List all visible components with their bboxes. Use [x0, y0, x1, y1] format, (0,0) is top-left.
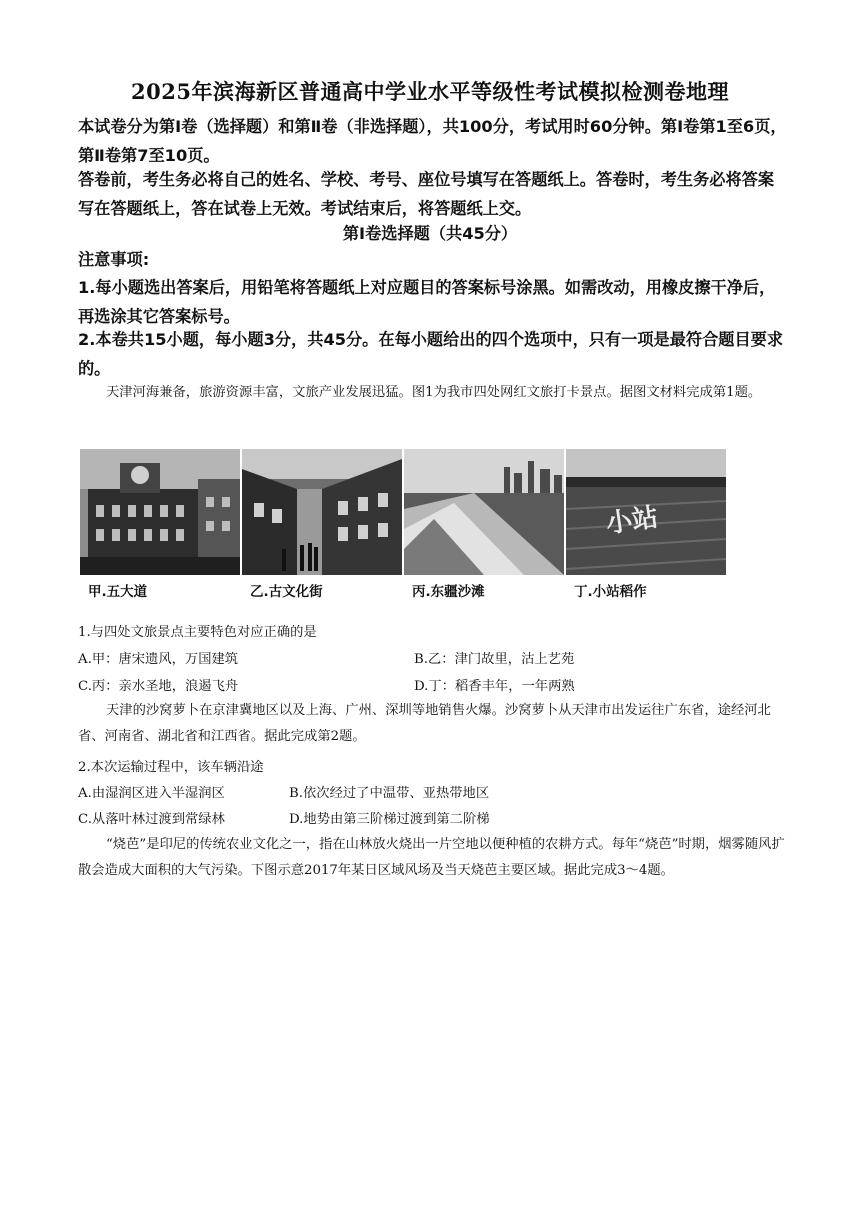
rice-field-sign-text: 小站 [604, 502, 660, 540]
question-1-option-c: C.丙：亲水圣地，浪遏飞舟 [78, 679, 239, 694]
question-2-option-d: D.地势由第三阶梯过渡到第二阶梯 [289, 812, 490, 827]
question-2-option-b: B.依次经过了中温带、亚热带地区 [289, 786, 490, 801]
section-title: 第Ⅰ卷选择题（共45分） [342, 224, 518, 243]
notes-heading: 注意事项: [78, 250, 150, 269]
figure-1 [78, 449, 726, 605]
question-1-stem: 1.与四处文旅景点主要特色对应正确的是 [78, 625, 317, 640]
photo-guwenhuajie [242, 449, 402, 575]
caption-dongjiang-beach: 丙.东疆沙滩 [412, 584, 485, 600]
question-1-option-d: D.丁：稻香丰年，一年两熟 [414, 679, 575, 694]
caption-xiaozhan-rice: 丁.小站稻作 [574, 584, 647, 600]
exam-title: 2025年滨海新区普通高中学业水平等级性考试模拟检测卷地理 [131, 79, 729, 104]
photo-xiaozhan-rice [566, 449, 726, 575]
note-2: 2.本卷共15小题，每小题3分，共45分。在每小题给出的四个选项中，只有一项是最符合题目要求的。 [78, 330, 784, 378]
intro-paragraph-2: 答卷前，考生务必将自己的姓名、学校、考号、座位号填写在答题纸上。答卷时，考生务必将答案写在答题纸上，答在试卷上无效。考试结束后，将答题纸上交。 [78, 170, 775, 218]
question-2-option-c: C.从落叶林过渡到常绿林 [78, 812, 225, 827]
note-1: 1.每小题选出答案后，用铅笔将答题纸上对应题目的答案标号涂黑。如需改动，用橡皮擦干净后，再选涂其它答案标号。 [78, 278, 776, 326]
photo-dongjiang-beach [404, 449, 564, 575]
question-1-option-a: A.甲：唐宋遗风，万国建筑 [78, 652, 239, 667]
question-1-option-b: B.乙：津门故里，沽上艺苑 [414, 652, 575, 667]
caption-guwenhuajie: 乙.古文化街 [250, 584, 323, 600]
intro-paragraph-1: 本试卷分为第Ⅰ卷（选择题）和第Ⅱ卷（非选择题），共100分，考试用时60分钟。第Ⅰ卷第1至6页，第Ⅱ卷第7至10页。 [78, 117, 787, 165]
material-2: 天津的沙窝萝卜在京津冀地区以及上海、广州、深圳等地销售火爆。沙窝萝卜从天津市出发运往广东省，途经河北省、河南省、湖北省和江西省。据此完成第2题。 [78, 703, 771, 744]
photo-wudadao [80, 449, 240, 575]
caption-wudadao: 甲.五大道 [88, 584, 148, 600]
question-2-option-a: A.由湿润区进入半湿润区 [78, 786, 225, 801]
material-3: “烧芭”是印尼的传统农业文化之一，指在山林放火烧出一片空地以便种植的农耕方式。每年“烧芭”时期，烟雾随风扩散会造成大面积的大气污染。下图示意2017年某日区域风场及当天烧芭主要区域。据此完成3～4题。 [78, 837, 785, 878]
question-2-stem: 2.本次运输过程中，该车辆沿途 [78, 760, 264, 775]
material-1: 天津河海兼备，旅游资源丰富，文旅产业发展迅猛。图1为我市四处网红文旅打卡景点。据图文材料完成第1题。 [106, 385, 762, 400]
